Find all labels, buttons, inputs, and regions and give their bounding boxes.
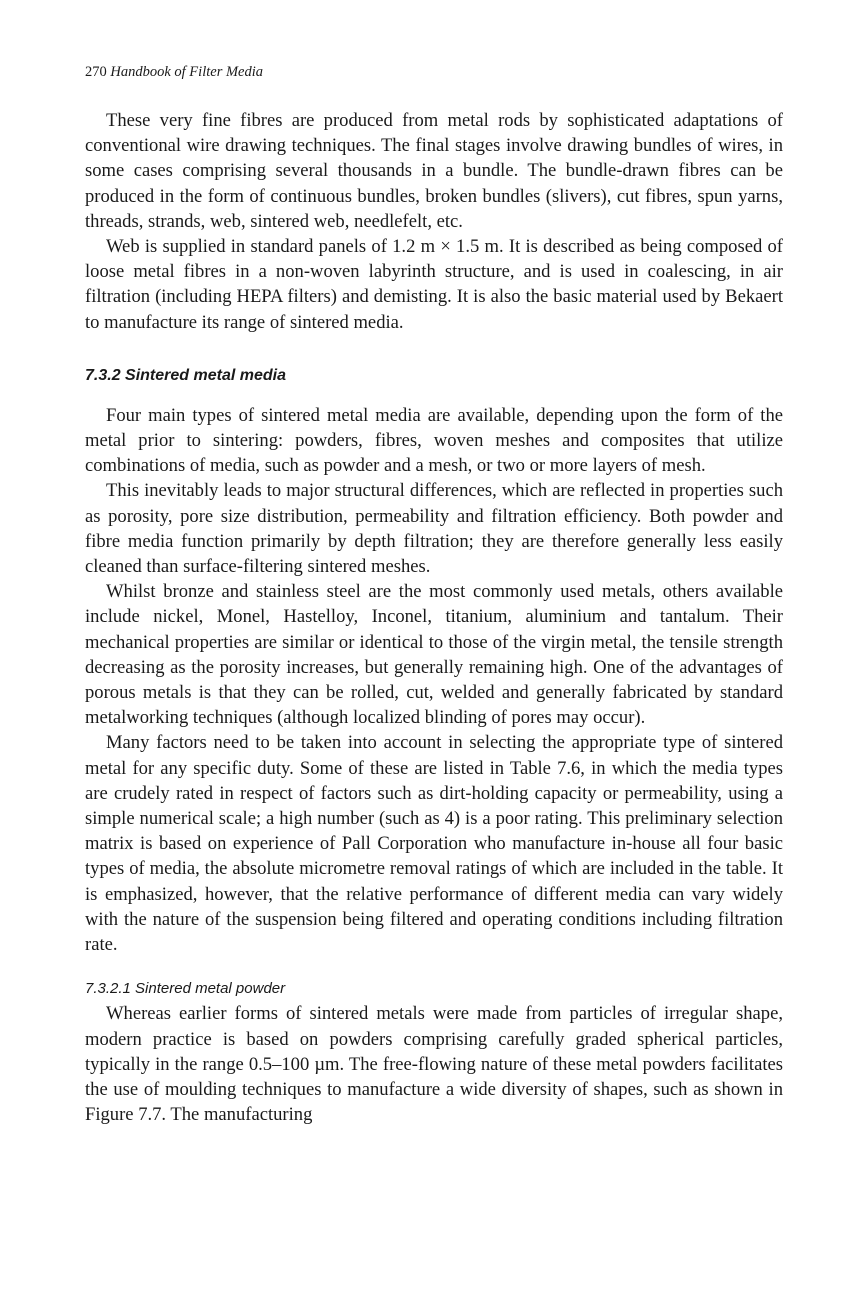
paragraph: Whilst bronze and stainless steel are the most commonly used metals, others available include nickel, Monel, Hastelloy, Inconel, titanium, aluminium and tantalum. Their mechanical properties are similar or identical to those of the virgin metal, the tensile strength decreasing as the porosity increases, but generally remaining high. One of the advantages of porous metals is that they can be rolled, cut, welded and generally fabricated by standard metalworking techniques (although localized blinding of pores may occur). [85, 581, 783, 729]
paragraph: Many factors need to be taken into account in selecting the appropriate type of sintered metal for any specific duty. Some of these are listed in Table 7.6, in which the media types are crudely rated in respect of factors such as dirt-holding capacity or permeability, using a simple numerical scale; a high number (such as 4) is a poor rating. This preliminary selection matrix is based on experience of Pall Corporation who manufacture in-house all four basic types of media, the absolute micrometre removal ratings of which are included in the table. It is emphasized, however, that the relative performance of different media can vary widely with the nature of the suspension being filtered and operating conditions including filtration rate. [85, 732, 783, 956]
running-head [85, 62, 783, 82]
section-body [85, 403, 783, 957]
book-page [85, 62, 783, 1127]
paragraph: Whereas earlier forms of sintered metals were made from particles of irregular shape, modern practice is based on powders comprising carefully graded spherical particles, typically in the range 0.5–100 µm. The free-flowing nature of these metal powders facilitates the use of moulding techniques to manufacture a wide diversity of shapes, such as shown in Figure 7.7. The manufacturing [85, 1003, 783, 1126]
intro-text [85, 108, 783, 335]
paragraph: This inevitably leads to major structural differences, which are reflected in properties such as porosity, pore size distribution, permeability and filtration efficiency. Both powder and fibre media function primarily by depth filtration; they are therefore generally less easily cleaned than surface-filtering sintered meshes. [85, 480, 783, 578]
page-number: 270 [85, 64, 107, 80]
subsection-heading: 7.3.2.1 Sintered metal powder [85, 980, 286, 998]
section-heading: 7.3.2 Sintered metal media [85, 366, 286, 384]
book-title: Handbook of Filter Media [110, 64, 264, 80]
paragraph: Four main types of sintered metal media are available, depending upon the form of the metal prior to sintering: powders, fibres, woven meshes and composites that utilize combinations of media, such as powder and a mesh, or two or more layers of mesh. [85, 404, 783, 477]
subsection-body [85, 1001, 783, 1127]
paragraph: Web is supplied in standard panels of 1.2 m × 1.5 m. It is described as being composed of loose metal fibres in a non-woven labyrinth structure, and is used in coalescing, in air filtration (including HEPA filters) and demisting. It is also the basic material used by Bekaert to manufacture its range of sintered media. [85, 236, 783, 333]
paragraph: These very fine fibres are produced from metal rods by sophisticated adaptations of conventional wire drawing techniques. The final stages involve drawing bundles of wires, in some cases comprising several thousands in a bundle. The bundle-drawn fibres can be produced in the form of continuous bundles, broken bundles (slivers), cut fibres, spun yarns, threads, strands, web, sintered web, needlefelt, etc. [85, 110, 783, 232]
